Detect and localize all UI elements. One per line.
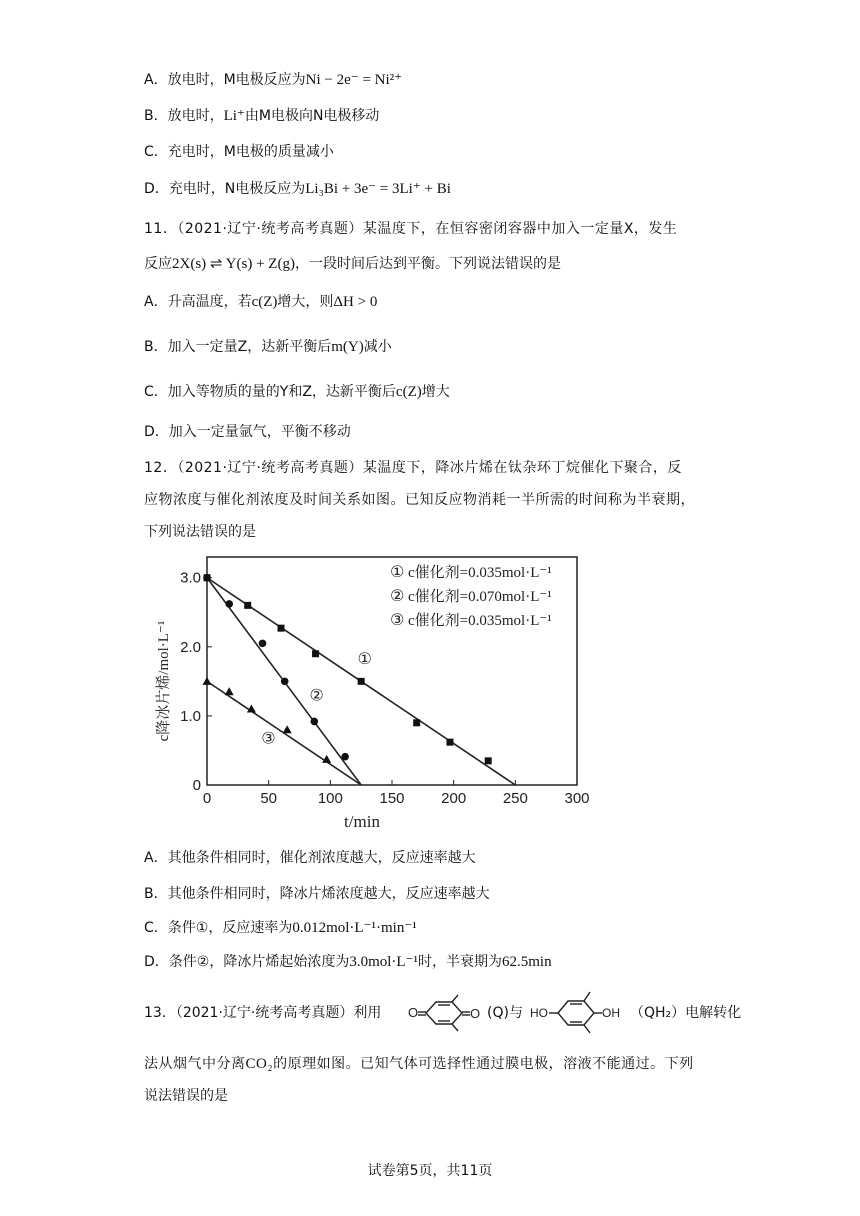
legend-marker: ③ — [390, 610, 405, 629]
q10-option-d — [144, 179, 451, 199]
option-text: C．加入等物质的量的Y和Z，达新平衡后 — [144, 384, 396, 400]
y-tick-label: 1.0 — [180, 707, 201, 725]
option-text: C．充电时，M电极的质量减小 — [144, 144, 334, 160]
y-tick-label: 3.0 — [180, 569, 201, 587]
data-point — [225, 600, 233, 608]
option-text: A．升高温度，若 — [144, 294, 252, 310]
x-tick-label: 200 — [441, 790, 467, 807]
q11-stem-line1: 11．（2021·辽宁·统考高考真题）某温度下，在恒容密闭容器中加入一定量X，发生 — [144, 221, 678, 237]
option-text: 增大 — [421, 384, 450, 400]
stem-text: 法从烟气中分离 — [144, 1056, 246, 1072]
x-tick-label: 150 — [379, 790, 405, 807]
formula: m(Y) — [331, 339, 364, 355]
q10-option-a — [144, 70, 402, 90]
option-text: A．放电时，M电极反应为 — [144, 72, 306, 88]
formula: c(Z) — [395, 384, 422, 400]
option-text: D．条件②，降冰片烯起始浓度为 — [144, 954, 350, 970]
q10-option-c — [144, 142, 334, 162]
stem-text: 的原理如图。已知气体可选择性通过膜电极，溶液不能通过。下列 — [273, 1056, 694, 1072]
data-point — [446, 739, 453, 746]
data-point — [203, 574, 211, 582]
q11-stem-line2 — [144, 254, 561, 274]
y-tick-label: 0 — [192, 777, 201, 794]
q11-option-b — [144, 337, 392, 357]
qh2-label: （QH₂）电解转化 — [630, 1005, 742, 1021]
q12-stem-line2: 应物浓度与催化剂浓度及时间关系如图。已知反应物消耗一半所需的时间称为半衰期， — [144, 492, 695, 508]
svg-text:O: O — [408, 1005, 419, 1020]
data-point — [281, 678, 289, 686]
q12-option-d — [144, 952, 552, 972]
svg-text:O: O — [470, 1006, 481, 1021]
page-footer: 试卷第5页，共11页 — [367, 1163, 493, 1179]
q12-stem-line3: 下列说法错误的是 — [144, 524, 256, 540]
q13-stem-prefix: 13．（2021·辽宁·统考高考真题）利用 — [144, 1005, 382, 1021]
legend-entry: c催化剂=0.035mol·L⁻¹ — [408, 613, 552, 629]
data-point — [278, 625, 285, 632]
option-text: B．放电时， — [144, 108, 224, 124]
data-point — [312, 650, 319, 657]
formula: 62.5min — [502, 954, 552, 970]
formula: ΔH > 0 — [333, 294, 378, 310]
legend-entry: c催化剂=0.070mol·L⁻¹ — [408, 589, 552, 605]
data-point — [485, 757, 492, 764]
q11-option-c — [144, 382, 450, 402]
option-text: B．加入一定量Z，达新平衡后 — [144, 339, 332, 355]
y-tick-label: 2.0 — [180, 638, 201, 656]
legend-marker: ② — [390, 586, 405, 605]
formula: 0.012mol·L⁻¹·min⁻¹ — [292, 920, 417, 936]
quinone-structure — [408, 994, 488, 1032]
formula: Ni − 2e⁻ = Ni²⁺ — [305, 72, 403, 88]
series-label: ② — [309, 685, 324, 705]
equation: 2X(s) ⇌ Y(s) + Z(g) — [172, 256, 295, 272]
data-point — [341, 753, 349, 761]
option-text: 增大，则 — [277, 294, 334, 310]
x-axis-label: t/min — [344, 812, 380, 831]
x-tick-label: 250 — [502, 790, 528, 807]
q13-stem-line3: 说法错误的是 — [144, 1088, 228, 1104]
svg-text:OH: OH — [602, 1006, 620, 1020]
option-text: D．充电时，N电极反应为 — [144, 181, 306, 197]
formula: Li⁺ — [223, 108, 245, 124]
q11-option-a — [144, 292, 377, 312]
data-point — [413, 719, 420, 726]
chart-labels — [154, 562, 552, 831]
series-label: ① — [357, 649, 372, 669]
x-tick-label: 300 — [564, 790, 590, 807]
q10-option-b — [144, 106, 379, 126]
data-point — [259, 640, 267, 648]
stem-text: ，一段时间后达到平衡。下列说法错误的是 — [294, 256, 561, 272]
series-label: ③ — [261, 728, 276, 748]
option-text: 由M电极向N电极移动 — [244, 108, 380, 124]
x-tick-label: 50 — [260, 790, 278, 807]
y-axis-label: c降冰片烯/mol·L⁻¹ — [156, 620, 172, 742]
formula: c(Z) — [251, 294, 278, 310]
q12-option-c — [144, 918, 417, 938]
q-label: (Q)与 — [487, 1005, 523, 1021]
option-text: 减小 — [363, 339, 392, 355]
q11-option-d: D．加入一定量氩气，平衡不移动 — [144, 424, 351, 440]
data-point — [283, 725, 292, 733]
data-point — [225, 687, 234, 695]
x-tick-label: 100 — [317, 790, 343, 807]
legend-entry: c催化剂=0.035mol·L⁻¹ — [408, 565, 552, 581]
hydroquinone-structure — [530, 990, 630, 1034]
legend-marker: ① — [390, 562, 405, 581]
data-point — [311, 718, 319, 726]
q13-stem-line2 — [144, 1054, 694, 1074]
axis-ticks — [180, 570, 589, 807]
formula: 3.0mol·L⁻¹ — [349, 954, 419, 970]
option-text: 时，半衰期为 — [418, 954, 503, 970]
formula: Li₃Bi + 3e⁻ = 3Li⁺ + Bi — [305, 181, 451, 197]
concentration-time-chart — [150, 545, 600, 835]
data-point — [203, 677, 212, 685]
q12-stem-line1: 12．（2021·辽宁·统考高考真题）某温度下，降冰片烯在钛杂环丁烷催化下聚合，反 — [144, 460, 682, 476]
x-tick-label: 0 — [202, 790, 212, 807]
q12-option-b: B．其他条件相同时，降冰片烯浓度越大，反应速率越大 — [144, 886, 490, 902]
data-point — [358, 678, 365, 685]
stem-text: 反应 — [144, 256, 172, 272]
option-text: C．条件①，反应速率为 — [144, 920, 293, 936]
q12-option-a: A．其他条件相同时，催化剂浓度越大，反应速率越大 — [144, 850, 476, 866]
formula: CO₂ — [245, 1056, 274, 1072]
svg-text:HO: HO — [530, 1006, 548, 1020]
data-point — [244, 602, 251, 609]
